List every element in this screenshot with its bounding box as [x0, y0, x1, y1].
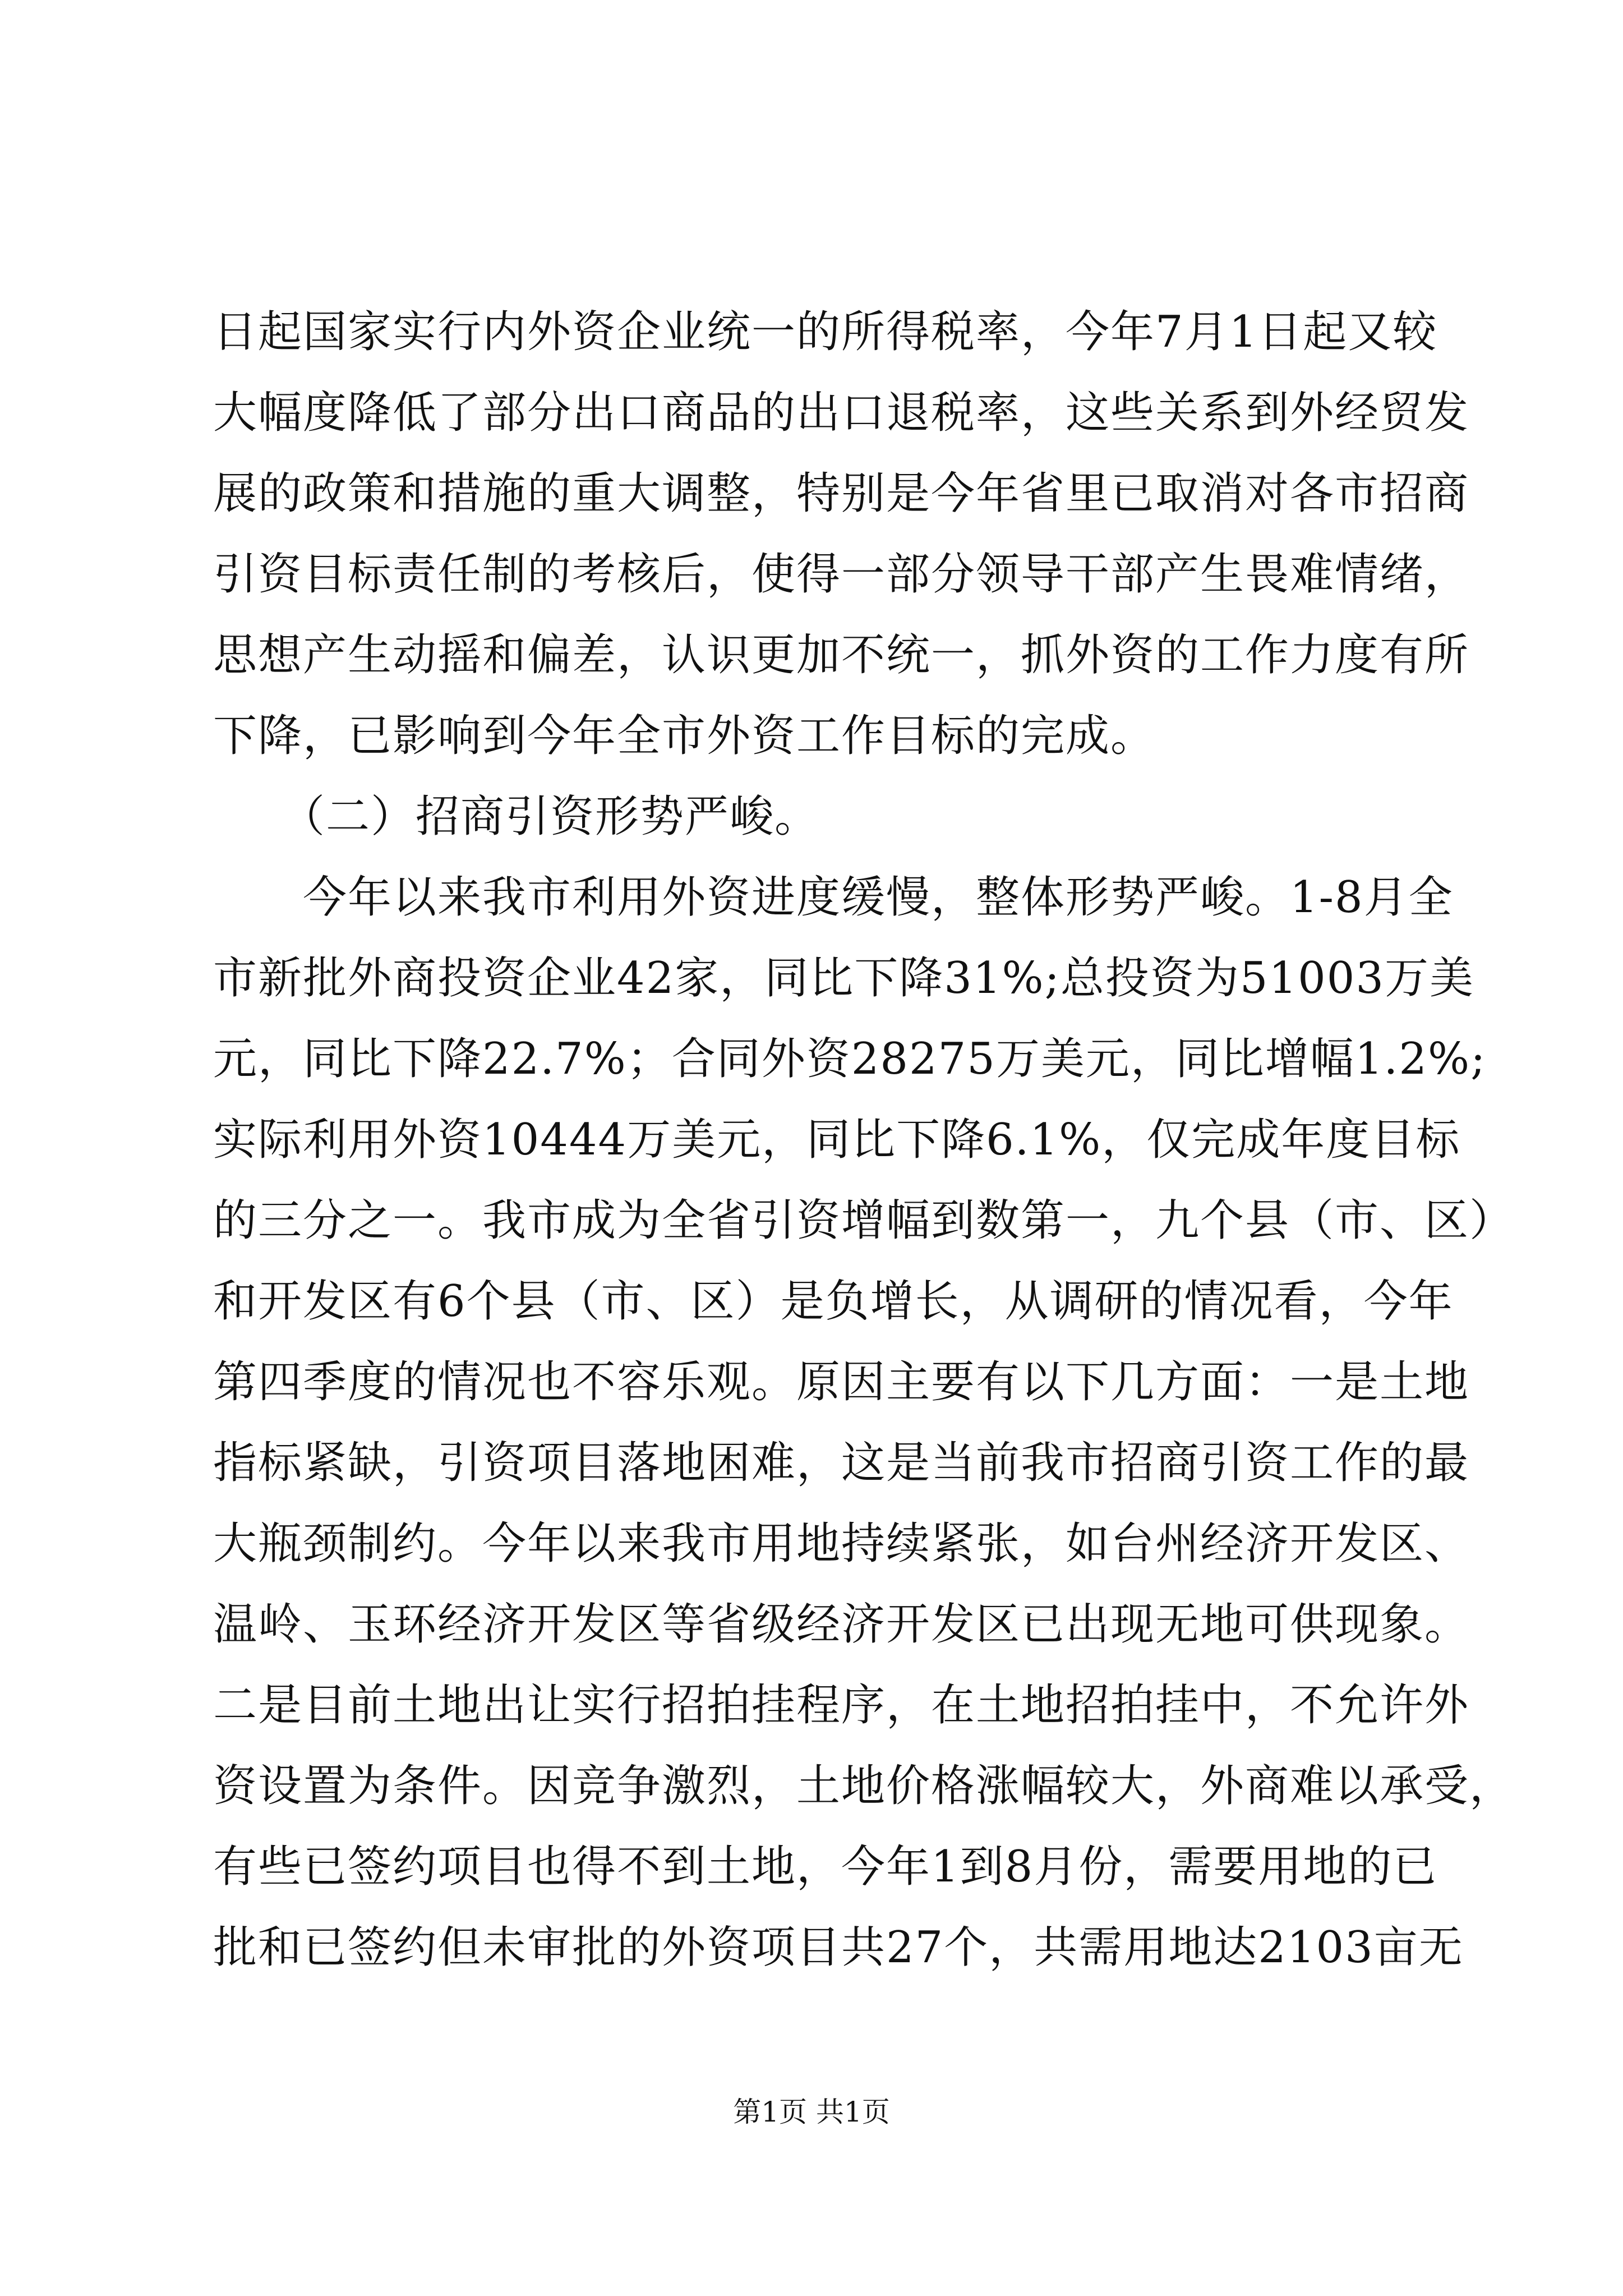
document-body — [213, 292, 1515, 1988]
text-line: 元，同比下降22.7%；合同外资28275万美元，同比增幅1.2%; — [213, 1034, 1487, 1084]
text-line: 温岭、玉环经济开发区等省级经济开发区已出现无地可供现象。 — [213, 1599, 1470, 1650]
text-line: 引资目标责任制的考核后，使得一部分领导干部产生畏难情绪， — [213, 549, 1470, 600]
text-line: 下降，已影响到今年全市外资工作目标的完成。 — [213, 711, 1156, 761]
text-line: 和开发区有6个县（市、区）是负增长，从调研的情况看，今年 — [213, 1276, 1454, 1327]
section-heading: （二）招商引资形势严峻。 — [213, 792, 820, 842]
text-line: 大瓶颈制约。今年以来我市用地持续紧张，如台州经济开发区、 — [213, 1519, 1470, 1569]
text-line: 批和已签约但未审批的外资项目共27个，共需用地达2103亩无 — [213, 1922, 1464, 1973]
text-line: 今年以来我市利用外资进度缓慢，整体形势严峻。1-8月全 — [213, 872, 1454, 923]
text-line: 思想产生动摇和偏差，认识更加不统一，抓外资的工作力度有所 — [213, 630, 1470, 680]
text-line: 二是目前土地出让实行招拍挂程序，在土地招拍挂中，不允许外 — [213, 1680, 1470, 1731]
page-footer — [0, 2095, 1623, 2129]
text-line: 大幅度降低了部分出口商品的出口退税率，这些关系到外经贸发 — [213, 388, 1470, 438]
text-line: 第四季度的情况也不容乐观。原因主要有以下几方面：一是土地 — [213, 1357, 1470, 1407]
text-line: 市新批外商投资企业42家，同比下降31%;总投资为51003万美 — [213, 953, 1475, 1004]
text-line: 展的政策和措施的重大调整，特别是今年省里已取消对各市招商 — [213, 468, 1470, 519]
page-number-label: 第1页 共1页 — [733, 2096, 890, 2128]
text-line: 的三分之一。我市成为全省引资增幅到数第一，九个县（市、区） — [213, 1195, 1515, 1246]
text-line: 实际利用外资10444万美元，同比下降6.1%，仅完成年度目标 — [213, 1115, 1461, 1165]
text-line: 指标紧缺，引资项目落地困难，这是当前我市招商引资工作的最 — [213, 1438, 1470, 1488]
text-line: 有些已签约项目也得不到土地，今年1到8月份，需要用地的已 — [213, 1842, 1438, 1892]
text-line: 资设置为条件。因竞争激烈，土地价格涨幅较大，外商难以承受， — [213, 1761, 1515, 1811]
text-line: 日起国家实行内外资企业统一的所得税率，今年7月1日起又较 — [213, 307, 1438, 357]
